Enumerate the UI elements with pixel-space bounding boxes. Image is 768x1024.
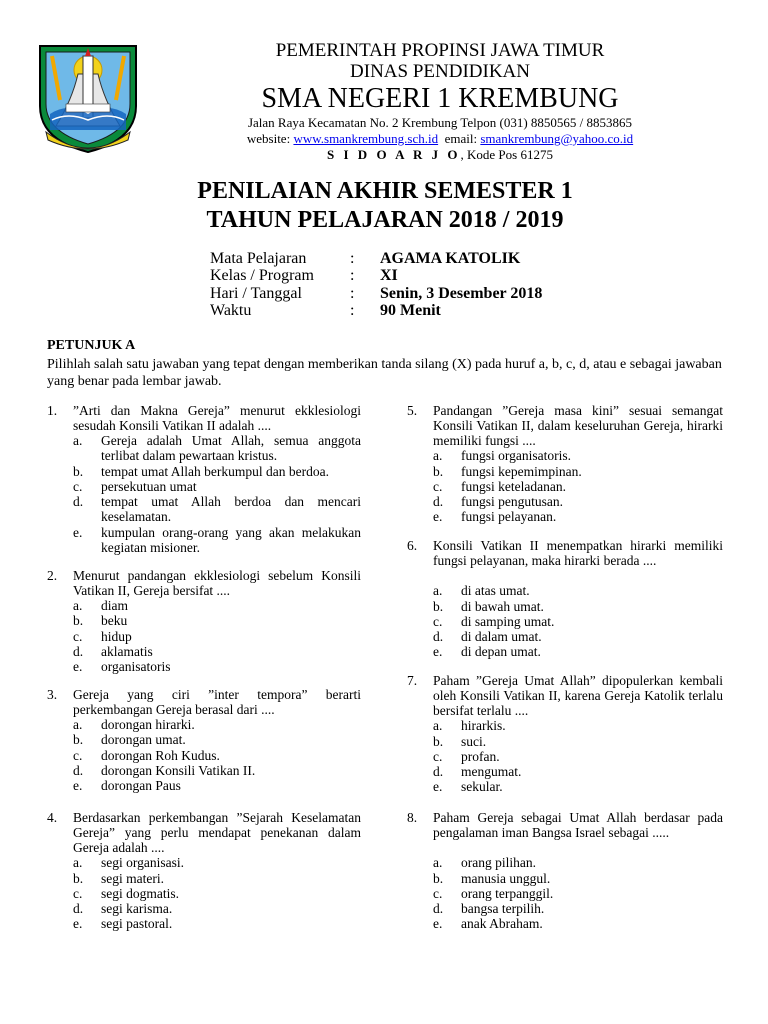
info-label: Hari / Tanggal [210, 285, 302, 302]
info-row-subject [210, 250, 630, 268]
info-colon: : [350, 250, 355, 267]
school-name: SMA NEGERI 1 KREMBUNG [261, 83, 619, 114]
city-name: S I D O A R J O [327, 147, 461, 162]
email-label: email: [444, 131, 481, 146]
info-value: XI [380, 267, 398, 284]
question-stem: ”Arti dan Makna Gereja” menurut ekklesiologi sesudah Konsili Vatikan II adalah .... [73, 403, 361, 434]
info-label: Mata Pelajaran [210, 250, 307, 267]
website-link[interactable]: www.smankrembung.sch.id [293, 131, 439, 146]
question-4: 4. Berdasarkan perkembangan ”Sejarah Keselamatan Gereja” yang perlu mendapat penekanan dalam Gereja adalah .... a. segi organisasi. b. segi materi. c. segi dogmatis. d. segi karisma. e. segi pastoral. [47, 810, 361, 931]
question-stem: Paham Gereja sebagai Umat Allah berdasar pada pengalaman iman Bangsa Israel sebagai ..... [433, 810, 723, 841]
info-row-date [210, 285, 630, 303]
info-value: AGAMA KATOLIK [380, 250, 521, 267]
question-7: 7. Paham ”Gereja Umat Allah” dipopulerkan kembali oleh Konsili Vatikan II, karena Gereja Katolik terlalu bersifat terlalu .... a. hirarkis. b. suci. c. profan. d. mengumat. e. sekular. [407, 673, 723, 794]
contact-line [190, 131, 690, 147]
government-name: PEMERINTAH PROPINSI JAWA TIMUR [275, 40, 605, 61]
question-number: 5. [407, 403, 418, 418]
question-number: 6. [407, 538, 418, 553]
department-name: DINAS PENDIDIKAN [350, 61, 530, 82]
question-number: 8. [407, 810, 418, 825]
info-value: 90 Menit [380, 302, 441, 319]
school-address: Jalan Raya Kecamatan No. 2 Krembung Telpon (031) 8850565 / 8853865 [247, 115, 633, 130]
info-row-class [210, 267, 630, 285]
question-number: 4. [47, 810, 58, 825]
exam-year: TAHUN PELAJARAN 2018 / 2019 [206, 207, 564, 233]
info-value: Senin, 3 Desember 2018 [380, 285, 543, 302]
email-link[interactable]: smankrembung@yahoo.co.id [480, 131, 634, 146]
question-stem: Berdasarkan perkembangan ”Sejarah Keselamatan Gereja” yang perlu mendapat penekanan dalam Gereja adalah .... [73, 810, 361, 856]
question-6: 6. Konsili Vatikan II menempatkan hirarki memiliki fungsi pelayanan, maka hirarki berada .... a. di atas umat. b. di bawah umat. c. di samping umat. d. di dalam umat. e. di depan umat. [407, 538, 723, 659]
question-stem: Pandangan ”Gereja masa kini” sesuai semangat Konsili Vatikan II, dalam keseluruhan Gereja, hirarki memiliki fungsi .... [433, 403, 723, 449]
question-stem: Gereja yang ciri ”inter tempora” berarti perkembangan Gereja berasal dari .... [73, 687, 361, 718]
exam-title: PENILAIAN AKHIR SEMESTER 1 [197, 178, 573, 204]
info-label: Waktu [210, 302, 252, 319]
question-stem: Paham ”Gereja Umat Allah” dipopulerkan kembali oleh Konsili Vatikan II, karena Gereja Katolik terlalu bersifat terlalu .... [433, 673, 723, 719]
question-number: 7. [407, 673, 418, 688]
question-2: 2. Menurut pandangan ekklesiologi sebelum Konsili Vatikan II, Gereja bersifat .... a. diam b. beku c. hidup d. aklamatis e. organisatoris [47, 568, 361, 674]
question-number: 3. [47, 687, 58, 702]
info-colon: : [350, 285, 355, 302]
instruction-text: Pilihlah salah satu jawaban yang tepat dengan memberikan tanda silang (X) pada huruf a, b, c, d, atau e sebagai jawaban yang benar pada lembar jawab. [47, 357, 722, 389]
info-colon: : [350, 267, 355, 284]
city-line [190, 147, 690, 163]
question-5: 5. Pandangan ”Gereja masa kini” sesuai semangat Konsili Vatikan II, dalam keseluruhan Gereja, hirarki memiliki fungsi .... a. fungsi organisatoris. b. fungsi kepemimpinan. c. fungsi keteladanan. d. fungsi pengutusan. e. fungsi pelayanan. [407, 403, 723, 524]
question-number: 2. [47, 568, 58, 583]
info-row-time [210, 302, 630, 320]
question-stem: Menurut pandangan ekklesiologi sebelum Konsili Vatikan II, Gereja bersifat .... [73, 568, 361, 599]
instruction-title: PETUNJUK A [47, 338, 136, 353]
question-3: 3. Gereja yang ciri ”inter tempora” berarti perkembangan Gereja berasal dari .... a. dorongan hirarki. b. dorongan umat. c. dorongan Roh Kudus. d. dorongan Konsili Vatikan II. e. dorongan Paus [47, 687, 361, 793]
website-label: website: [246, 131, 294, 146]
postal-code: , Kode Pos 61275 [460, 147, 553, 162]
question-1: 1. ”Arti dan Makna Gereja” menurut ekklesiologi sesudah Konsili Vatikan II adalah .... a. Gereja adalah Umat Allah, semua anggota terlibat dalam pewartaan kristus. b. tempat umat Allah berkumpul dan berdoa. c. persekutuan umat d. tempat umat Allah berdoa dan mencari keselamatan. e. kumpulan orang-orang yang akan melakukan kegiatan misioner. [47, 403, 361, 556]
question-stem: Konsili Vatikan II menempatkan hirarki memiliki fungsi pelayanan, maka hirarki berada .... [433, 538, 723, 569]
province-emblem-logo [36, 40, 140, 154]
question-8: 8. Paham Gereja sebagai Umat Allah berdasar pada pengalaman iman Bangsa Israel sebagai ..... a. orang pilihan. b. manusia unggul. c. orang terpanggil. d. bangsa terpilih. e. anak Abraham. [407, 810, 723, 931]
info-colon: : [350, 302, 355, 319]
info-label: Kelas / Program [210, 267, 314, 284]
question-number: 1. [47, 403, 58, 418]
